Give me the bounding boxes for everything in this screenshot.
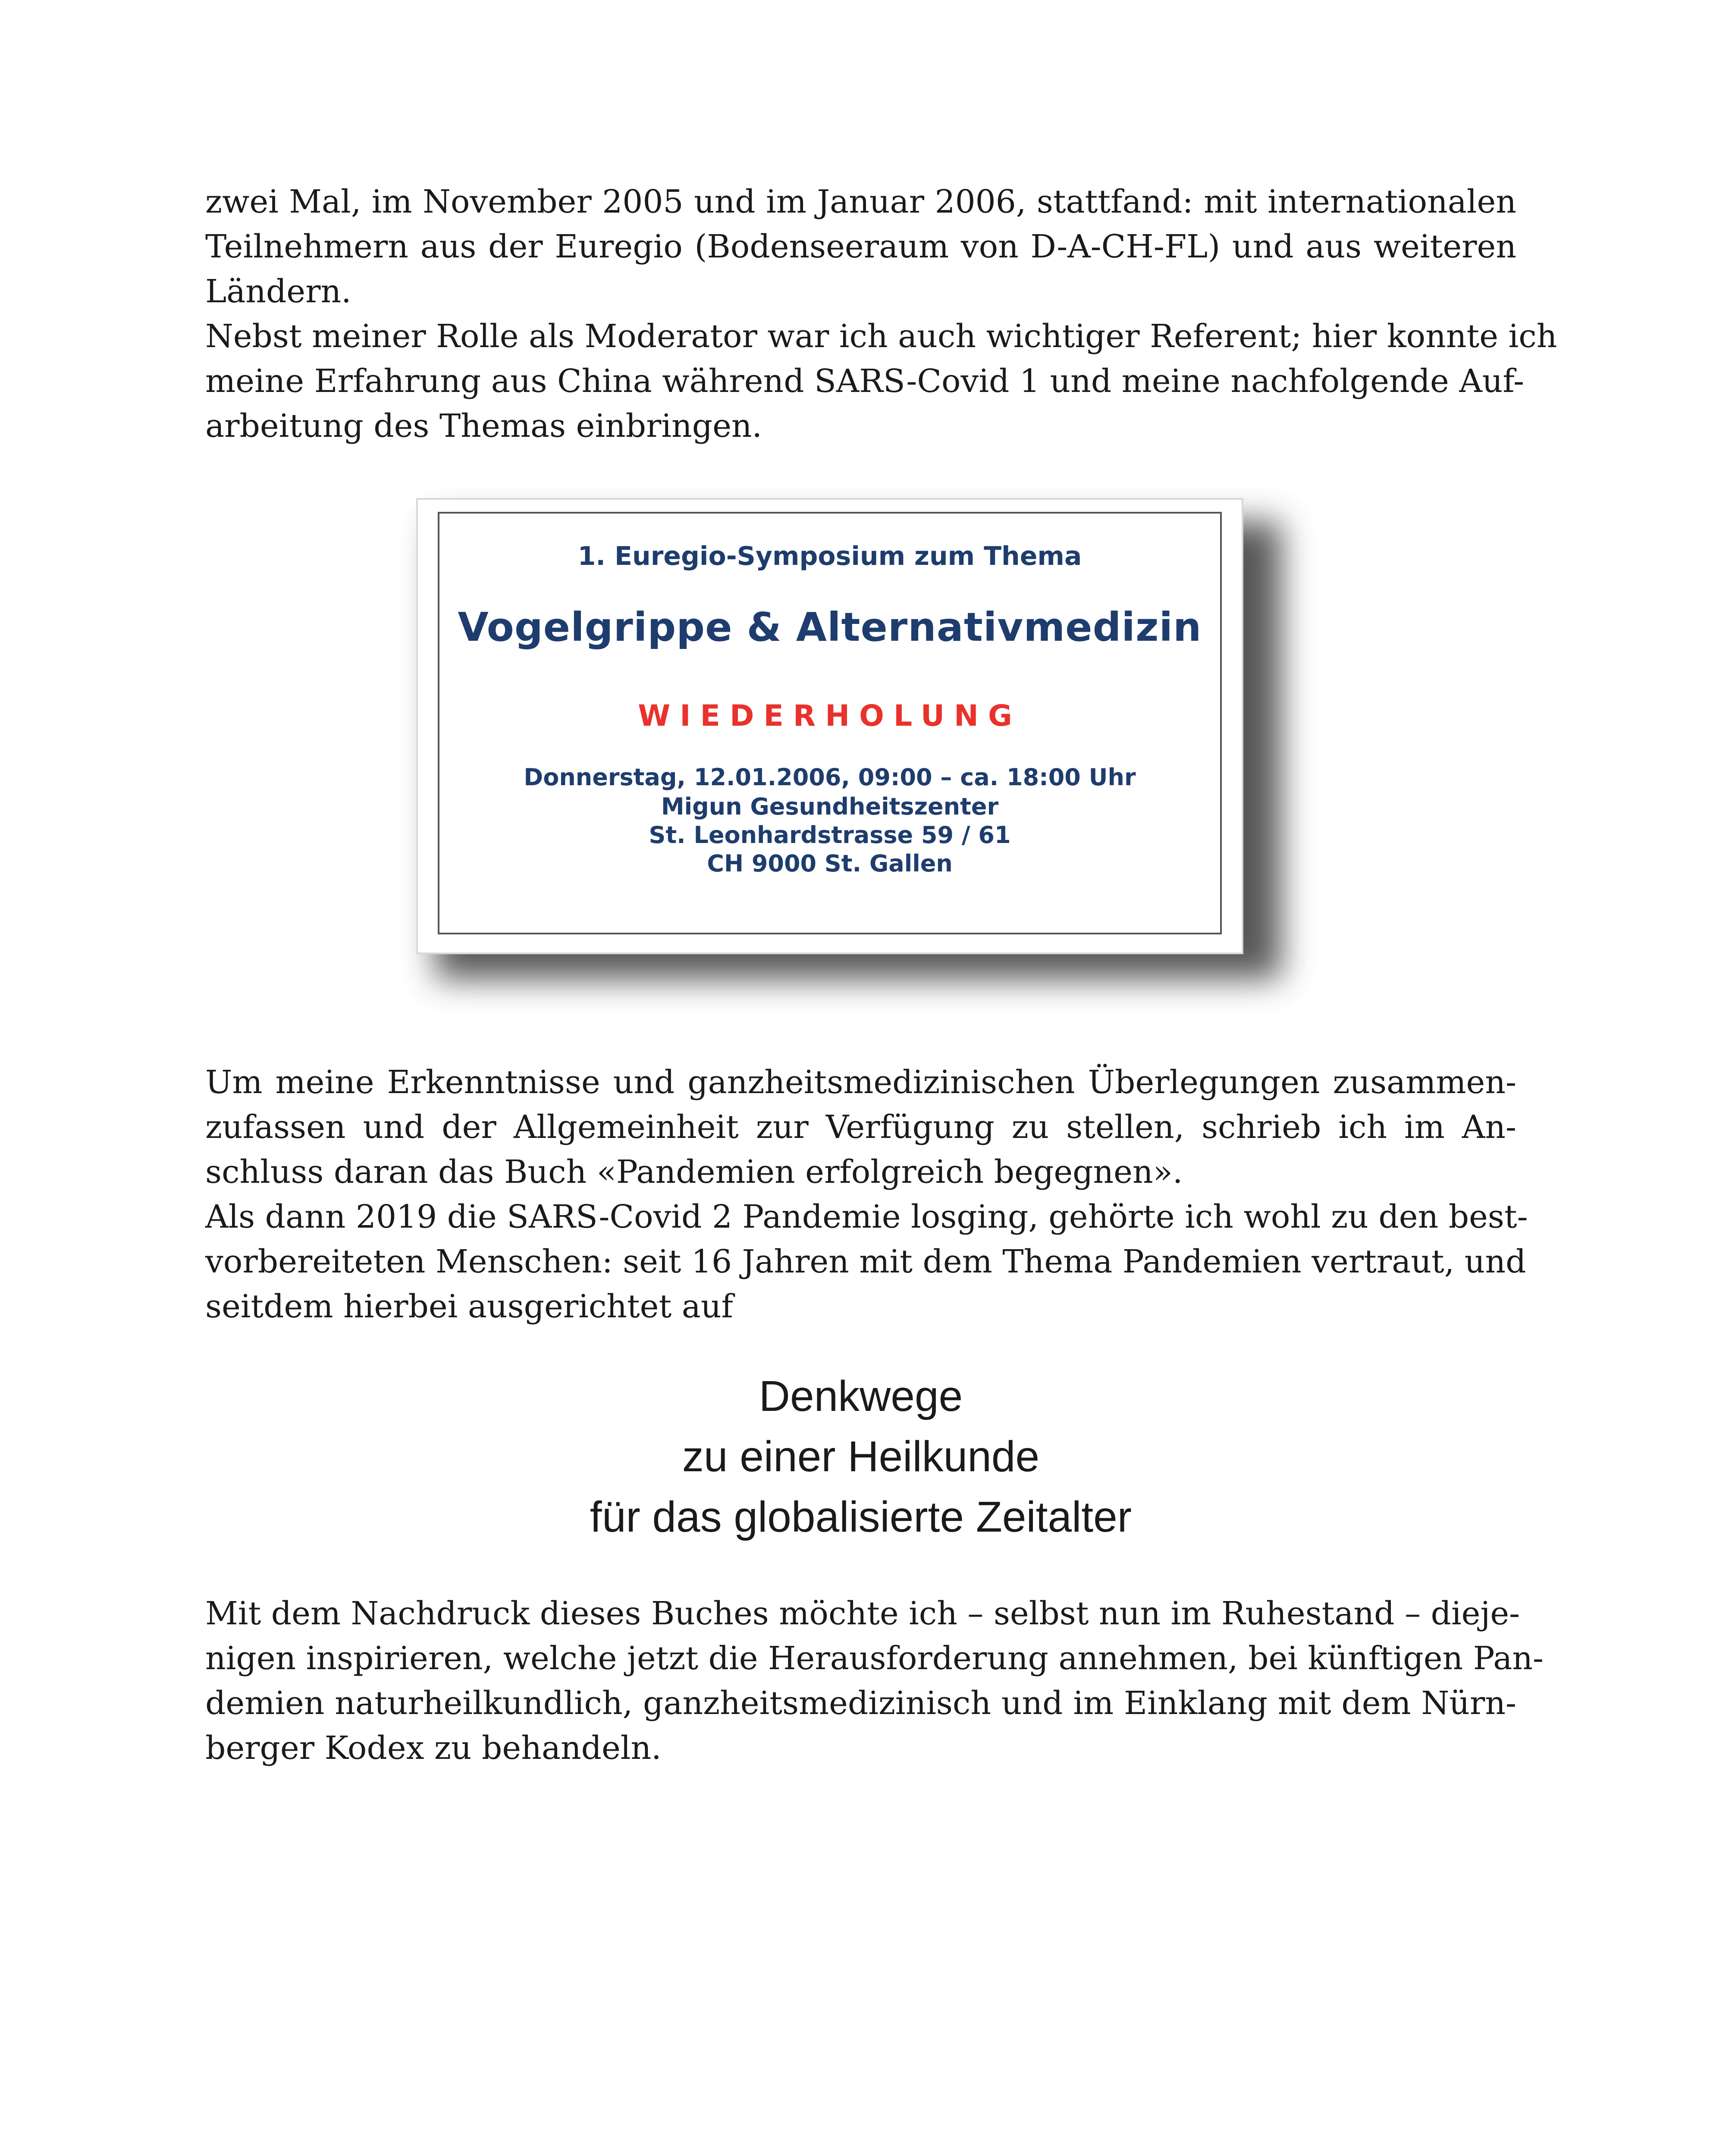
text-line: Mit dem Nachdruck dieses Buches möchte ich – selbst nun im Ruhestand – dieje- [205,1595,1520,1632]
text-line: Teilnehmern aus der Euregio (Bodenseeraum von D-A-CH-FL) und aus weiteren [205,228,1516,265]
paragraph-book-pandemic [205,1060,1528,1329]
text-line: berger Kodex zu behandeln. [205,1730,662,1767]
poster-subtitle: 1. Euregio-Symposium zum Thema [577,541,1082,571]
symposium-poster-image [416,498,1243,954]
text-line: Ländern. [205,273,351,310]
text-line: nigen inspirieren, welche jetzt die Herausforderung annehmen, bei künftigen Pan- [205,1640,1544,1677]
heading-line: Denkwege [759,1372,963,1420]
poster-title: Vogelgrippe & Alternativmedizin [458,604,1202,650]
text-line: Als dann 2019 die SARS-Covid 2 Pandemie losging, gehörte ich wohl zu den best- [205,1198,1528,1235]
poster-frame [438,512,1222,934]
poster-repeat-label: WIEDERHOLUNG [638,699,1022,733]
heading-line: zu einer Heilkunde [682,1432,1040,1481]
text-line: demien naturheilkundlich, ganzheitsmedizinisch und im Einklang mit dem Nürn- [205,1685,1516,1722]
text-line: schluss daran das Buch «Pandemien erfolgreich begegnen». [205,1153,1183,1191]
poster-street: St. Leonhardstrasse 59 / 61 [649,821,1011,849]
heading-line: für das globalisierte Zeitalter [590,1493,1132,1541]
paragraph-reprint-purpose [205,1591,1544,1771]
book-title-heading [205,1366,1516,1547]
text-line: vorbereiteten Menschen: seit 16 Jahren mit dem Thema Pandemien vertraut, und [205,1243,1526,1280]
poster-city: CH 9000 St. Gallen [707,850,953,877]
text-line: Um meine Erkenntnisse und ganzheitsmedizinischen Überlegungen zusammen- [205,1064,1516,1101]
text-line: seitdem hierbei ausgerichtet auf [205,1288,733,1325]
text-line: arbeitung des Themas einbringen. [205,407,762,445]
paragraph-symposium-intro [205,179,1557,448]
poster-venue: Migun Gesundheitszenter [661,793,999,820]
text-line: Nebst meiner Rolle als Moderator war ich auch wichtiger Referent; hier konnte ich [205,318,1557,355]
text-line: zufassen und der Allgemeinheit zur Verfügung zu stellen, schrieb ich im An- [205,1109,1516,1146]
text-line: zwei Mal, im November 2005 und im Januar 2006, stattfand: mit internationalen [205,183,1516,220]
text-line: meine Erfahrung aus China während SARS-Covid 1 und meine nachfolgende Auf- [205,363,1525,400]
poster-date-time: Donnerstag, 12.01.2006, 09:00 – ca. 18:00 Uhr [524,764,1136,791]
